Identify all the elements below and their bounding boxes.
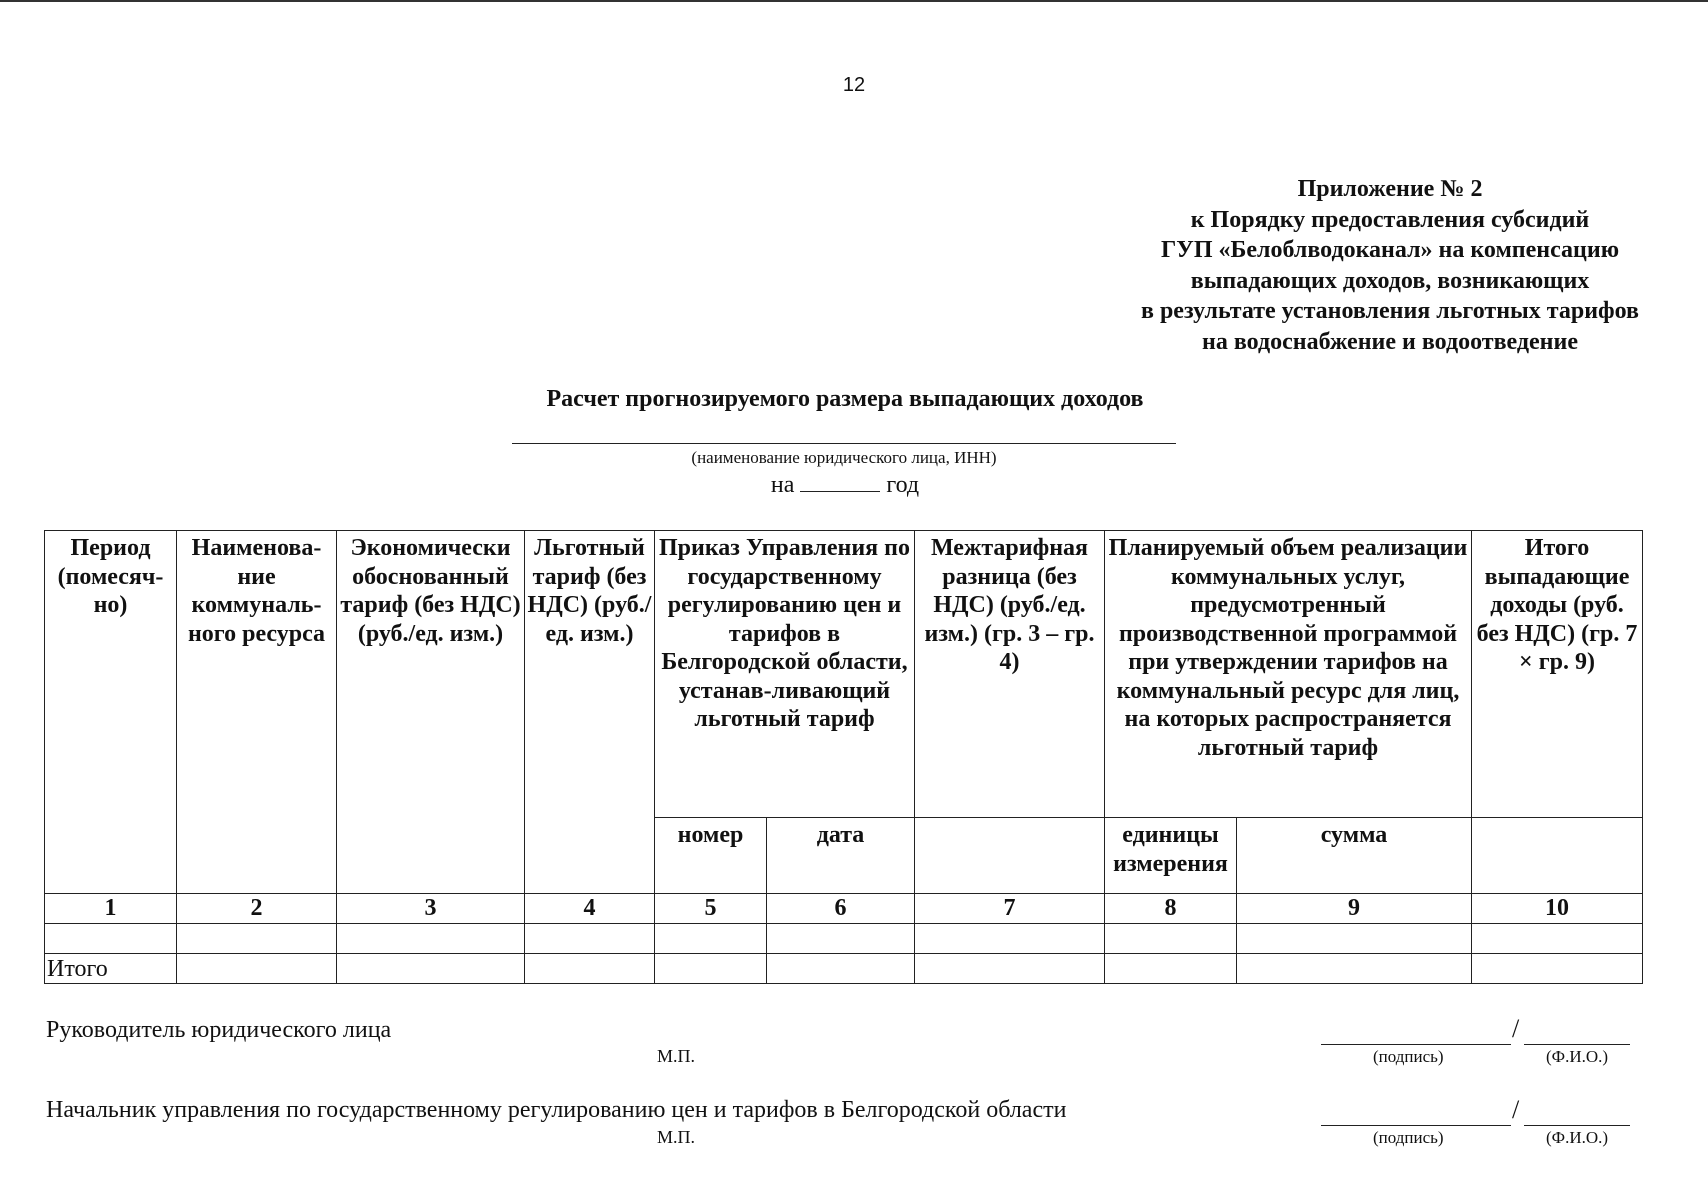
header-volume-sum: сумма xyxy=(1237,818,1472,894)
top-border-line xyxy=(0,0,1708,2)
column-number: 4 xyxy=(525,894,655,924)
table-cell xyxy=(45,924,177,954)
column-number: 5 xyxy=(655,894,767,924)
year-prefix: на xyxy=(770,472,795,498)
name-caption: (Ф.И.О.) xyxy=(1546,1047,1609,1066)
table-cell xyxy=(1237,924,1472,954)
signature-line xyxy=(1321,1125,1511,1126)
appendix-line: на водоснабжение и водоотведение xyxy=(1202,328,1578,355)
appendix-line: к Порядку предоставления субсидий xyxy=(1190,206,1590,233)
total-label: Итого xyxy=(45,954,177,984)
table-total-row xyxy=(45,954,1643,984)
column-number: 6 xyxy=(767,894,915,924)
header-order: Приказ Управления по государственному регулированию цен и тарифов в Белгородской области, устанав-ливающий льготный тариф xyxy=(655,531,915,818)
column-number: 8 xyxy=(1105,894,1237,924)
appendix-line: ГУП «Белоблводоканал» на компенсацию xyxy=(1160,237,1620,263)
slash-separator: / xyxy=(1512,1095,1520,1124)
stamp-label: М.П. xyxy=(657,1127,696,1147)
table-cell xyxy=(525,954,655,984)
table-cell xyxy=(337,924,525,954)
signature-caption: (подпись) xyxy=(1373,1128,1444,1147)
document-title: Расчет прогнозируемого размера выпадающих доходов xyxy=(546,386,1144,412)
name-line xyxy=(1524,1044,1630,1045)
entity-name-field-line xyxy=(512,443,1176,444)
table-cell xyxy=(337,954,525,984)
header-resource: Наименова-ние коммуналь-ного ресурса xyxy=(177,531,337,894)
stamp-label: М.П. xyxy=(657,1046,696,1066)
table-cell xyxy=(1105,924,1237,954)
header-pref-tariff: Льготный тариф (без НДС) (руб./ед. изм.) xyxy=(525,531,655,894)
table-cell xyxy=(655,924,767,954)
signature-line xyxy=(1321,1044,1511,1045)
chief-label: Начальник управления по государственному регулированию цен и тарифов в Белгородской области xyxy=(46,1097,1067,1123)
header-volume-units: единицы измерения xyxy=(1105,818,1237,894)
column-number: 3 xyxy=(337,894,525,924)
appendix-header xyxy=(1060,174,1708,357)
header-order-number: номер xyxy=(655,818,767,894)
table-cell xyxy=(915,924,1105,954)
header-total: Итого выпадающие доходы (руб. без НДС) (гр. 7 × гр. 9) xyxy=(1472,531,1643,818)
column-number: 9 xyxy=(1237,894,1472,924)
slash-separator: / xyxy=(1512,1014,1520,1043)
column-number: 2 xyxy=(177,894,337,924)
table-cell xyxy=(1472,954,1643,984)
name-caption: (Ф.И.О.) xyxy=(1546,1128,1609,1147)
table-cell xyxy=(915,954,1105,984)
column-number: 7 xyxy=(915,894,1105,924)
table-cell xyxy=(177,924,337,954)
table-cell xyxy=(177,954,337,984)
head-of-entity-label: Руководитель юридического лица xyxy=(46,1017,392,1043)
header-total-sub xyxy=(1472,818,1643,894)
header-order-date: дата xyxy=(767,818,915,894)
appendix-line: Приложение № 2 xyxy=(1297,176,1483,202)
table-cell xyxy=(767,954,915,984)
header-diff-sub xyxy=(915,818,1105,894)
header-period: Период (помесяч-но) xyxy=(45,531,177,894)
table-cell xyxy=(525,924,655,954)
header-volume: Планируемый объем реализации коммунальных услуг, предусмотренный производственной программой при утверждении тарифов на коммунальный ресурс для лиц, на которых распространяется льготный тариф xyxy=(1105,531,1472,818)
year-suffix: год xyxy=(886,472,920,498)
signature-caption: (подпись) xyxy=(1373,1047,1444,1066)
column-number: 10 xyxy=(1472,894,1643,924)
header-diff: Межтарифная разница (без НДС) (руб./ед. изм.) (гр. 3 – гр. 4) xyxy=(915,531,1105,818)
table-cell xyxy=(1237,954,1472,984)
table-cell xyxy=(767,924,915,954)
year-blank-field xyxy=(800,473,880,492)
entity-name-caption: (наименование юридического лица, ИНН) xyxy=(691,448,997,467)
appendix-line: в результате установления льготных тарифов xyxy=(1141,298,1639,324)
table-row xyxy=(45,924,1643,954)
calculation-table xyxy=(44,530,1643,984)
column-number: 1 xyxy=(45,894,177,924)
appendix-line: выпадающих доходов, возникающих xyxy=(1190,267,1590,294)
name-line xyxy=(1524,1125,1630,1126)
page-number: 12 xyxy=(842,74,866,96)
table-cell xyxy=(1105,954,1237,984)
header-econ-tariff: Экономически обоснованный тариф (без НДС) (руб./ед. изм.) xyxy=(337,531,525,894)
table-cell xyxy=(655,954,767,984)
year-line xyxy=(0,472,1690,499)
table-cell xyxy=(1472,924,1643,954)
